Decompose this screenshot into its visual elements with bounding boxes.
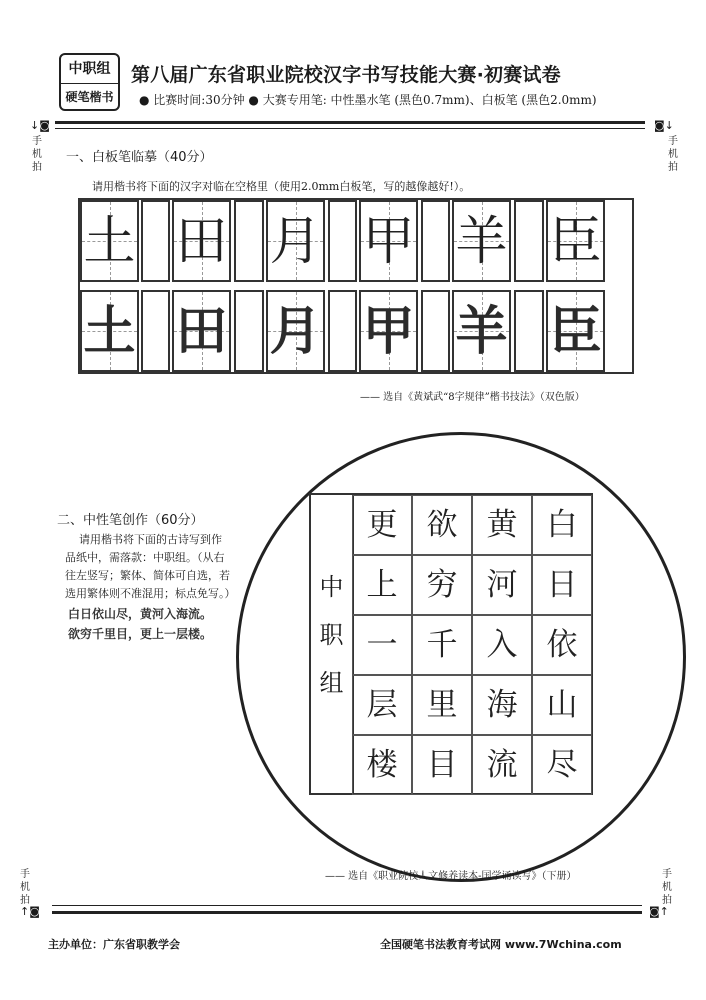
model-char-cell: 土 (80, 200, 139, 282)
poem-char-cell: 日 (532, 555, 592, 615)
section1-title: 一、白板笔临摹（40分） (66, 150, 213, 165)
poem-char-cell: 更 (352, 495, 412, 555)
model-char-cell: 甲 (359, 200, 418, 282)
poem-line: 欲穷千里目，更上一层楼。 (68, 627, 213, 641)
camera-icon: ↓◙ (30, 119, 50, 132)
poem-char-cell: 入 (472, 615, 532, 675)
poem-char-cell: 楼 (352, 735, 412, 795)
practice-char-cell: 月 (266, 290, 325, 372)
blank-practice-cell[interactable] (141, 200, 170, 282)
section2-instruction-line: 选用繁体则不准混用；标点免写。） (65, 587, 236, 600)
poem-char-cell: 目 (412, 735, 472, 795)
poem-char-cell: 黄 (472, 495, 532, 555)
section2-source: —— 选自《职业院校人文修养读本-国学诵读写》（下册） (325, 871, 577, 882)
division-badge (59, 53, 120, 111)
poem-char-cell: 上 (352, 555, 412, 615)
blank-practice-cell[interactable] (421, 290, 450, 372)
poem-line: 白日依山尽，黄河入海流。 (68, 607, 213, 621)
poem-grid (309, 493, 593, 795)
phone-photo-label-left: 手 机 拍 (32, 136, 42, 173)
poem-char-cell: 流 (472, 735, 532, 795)
signature-char: 中 (319, 573, 344, 601)
blank-practice-cell[interactable] (328, 290, 357, 372)
model-char-cell: 田 (172, 200, 231, 282)
section1-instruction: 请用楷书将下面的汉字对临在空格里（使用2.0mm白板笔，写的越像越好!）。 (92, 180, 471, 193)
poem-char-cell: 层 (352, 675, 412, 735)
practice-char-cell: 羊 (452, 290, 511, 372)
blank-practice-cell[interactable] (514, 290, 544, 372)
exam-title: 第八届广东省职业院校汉字书写技能大赛·初赛试卷 (131, 64, 561, 86)
practice-char-cell: 土 (80, 290, 139, 372)
practice-char-cell: 甲 (359, 290, 418, 372)
exam-subtitle: ● 比赛时间:30分钟 ● 大赛专用笔: 中性墨水笔 (黑色0.7mm)、白板笔 (黑色2.0mm) (139, 93, 597, 107)
poem-char-cell: 河 (472, 555, 532, 615)
blank-practice-cell[interactable] (234, 290, 264, 372)
camera-icon: ◙↓ (654, 119, 674, 132)
organizer-text: 主办单位：广东省职教学会 (48, 938, 180, 951)
badge-division-label: 中职组 (61, 55, 118, 84)
signature-char: 职 (319, 621, 344, 649)
model-char-cell: 月 (266, 200, 325, 282)
section2-instruction-line: 请用楷书将下面的古诗写到作 (79, 533, 222, 546)
poem-char-cell: 一 (352, 615, 412, 675)
blank-practice-cell[interactable] (234, 200, 264, 282)
practice-char-cell: 臣 (546, 290, 605, 372)
poem-char-cell: 依 (532, 615, 592, 675)
practice-char-cell: 田 (172, 290, 231, 372)
bottom-divider-thin (52, 905, 642, 906)
model-char-cell: 臣 (546, 200, 605, 282)
poem-char-cell: 尽 (532, 735, 592, 795)
signature-char: 组 (319, 669, 344, 697)
poem-char-cell: 山 (532, 675, 592, 735)
bottom-divider-thick (52, 911, 642, 914)
poem-char-cell: 里 (412, 675, 472, 735)
section2-instruction-line: 品纸中，需落款：中职组。（从右 (65, 551, 225, 564)
signature-column (311, 495, 354, 793)
section1-source: —— 选自《黄斌武“8字规律”楷书技法》（双色版） (360, 392, 585, 403)
blank-practice-cell[interactable] (421, 200, 450, 282)
blank-practice-cell[interactable] (328, 200, 357, 282)
camera-icon: ◙↑ (649, 905, 669, 918)
section2-title: 二、中性笔创作（60分） (57, 513, 204, 528)
phone-photo-label-right: 手 机 拍 (662, 869, 672, 906)
phone-photo-label-left: 手 机 拍 (20, 869, 30, 906)
blank-practice-cell[interactable] (514, 200, 544, 282)
blank-practice-cell[interactable] (141, 290, 170, 372)
model-char-cell: 羊 (452, 200, 511, 282)
badge-category-label: 硬笔楷书 (65, 90, 114, 104)
poem-char-cell: 海 (472, 675, 532, 735)
section2-instruction-line: 往左竖写；繁体、简体可自选，若 (65, 569, 230, 582)
top-divider-thick (55, 121, 645, 124)
camera-icon: ↑◙ (20, 905, 40, 918)
phone-photo-label-right: 手 机 拍 (668, 136, 678, 173)
poem-char-cell: 千 (412, 615, 472, 675)
poem-char-cell: 白 (532, 495, 592, 555)
website-text: 全国硬笔书法教育考试网 www.7Wchina.com (380, 938, 622, 951)
top-divider-thin (55, 128, 645, 129)
poem-char-cell: 欲 (412, 495, 472, 555)
poem-char-cell: 穷 (412, 555, 472, 615)
